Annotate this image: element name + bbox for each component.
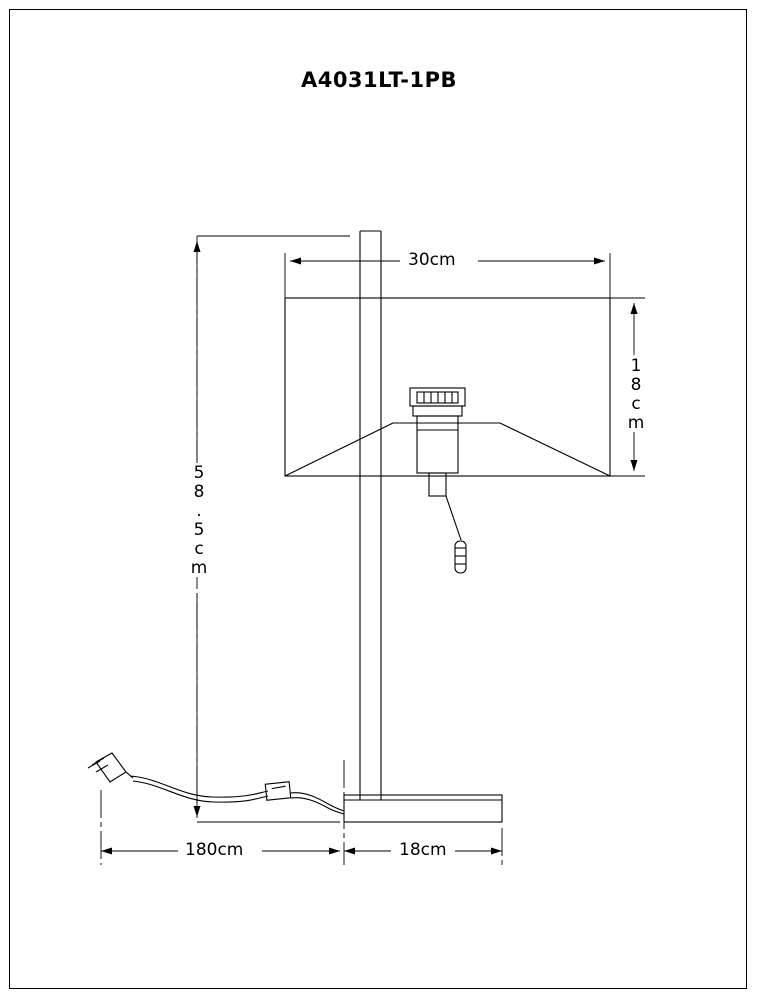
power-cord <box>130 776 344 814</box>
lamp-base <box>344 795 502 822</box>
power-plug <box>88 753 133 782</box>
page-title: A4031LT-1PB <box>300 68 458 92</box>
dimension-label-base-width: 18cm <box>396 840 450 860</box>
dimension-label-total-height: 58.5cm <box>189 463 209 577</box>
inline-switch <box>265 782 291 800</box>
dimension-label-cord-length: 180cm <box>182 840 246 860</box>
dimension-total-height <box>194 236 351 822</box>
lamp-stem <box>360 231 381 800</box>
dimension-label-shade-height: 18cm <box>626 356 646 432</box>
pull-chain <box>446 496 466 573</box>
lamp-socket <box>410 388 465 496</box>
dimension-label-shade-width: 30cm <box>405 250 459 270</box>
lamp-shade <box>285 298 610 476</box>
